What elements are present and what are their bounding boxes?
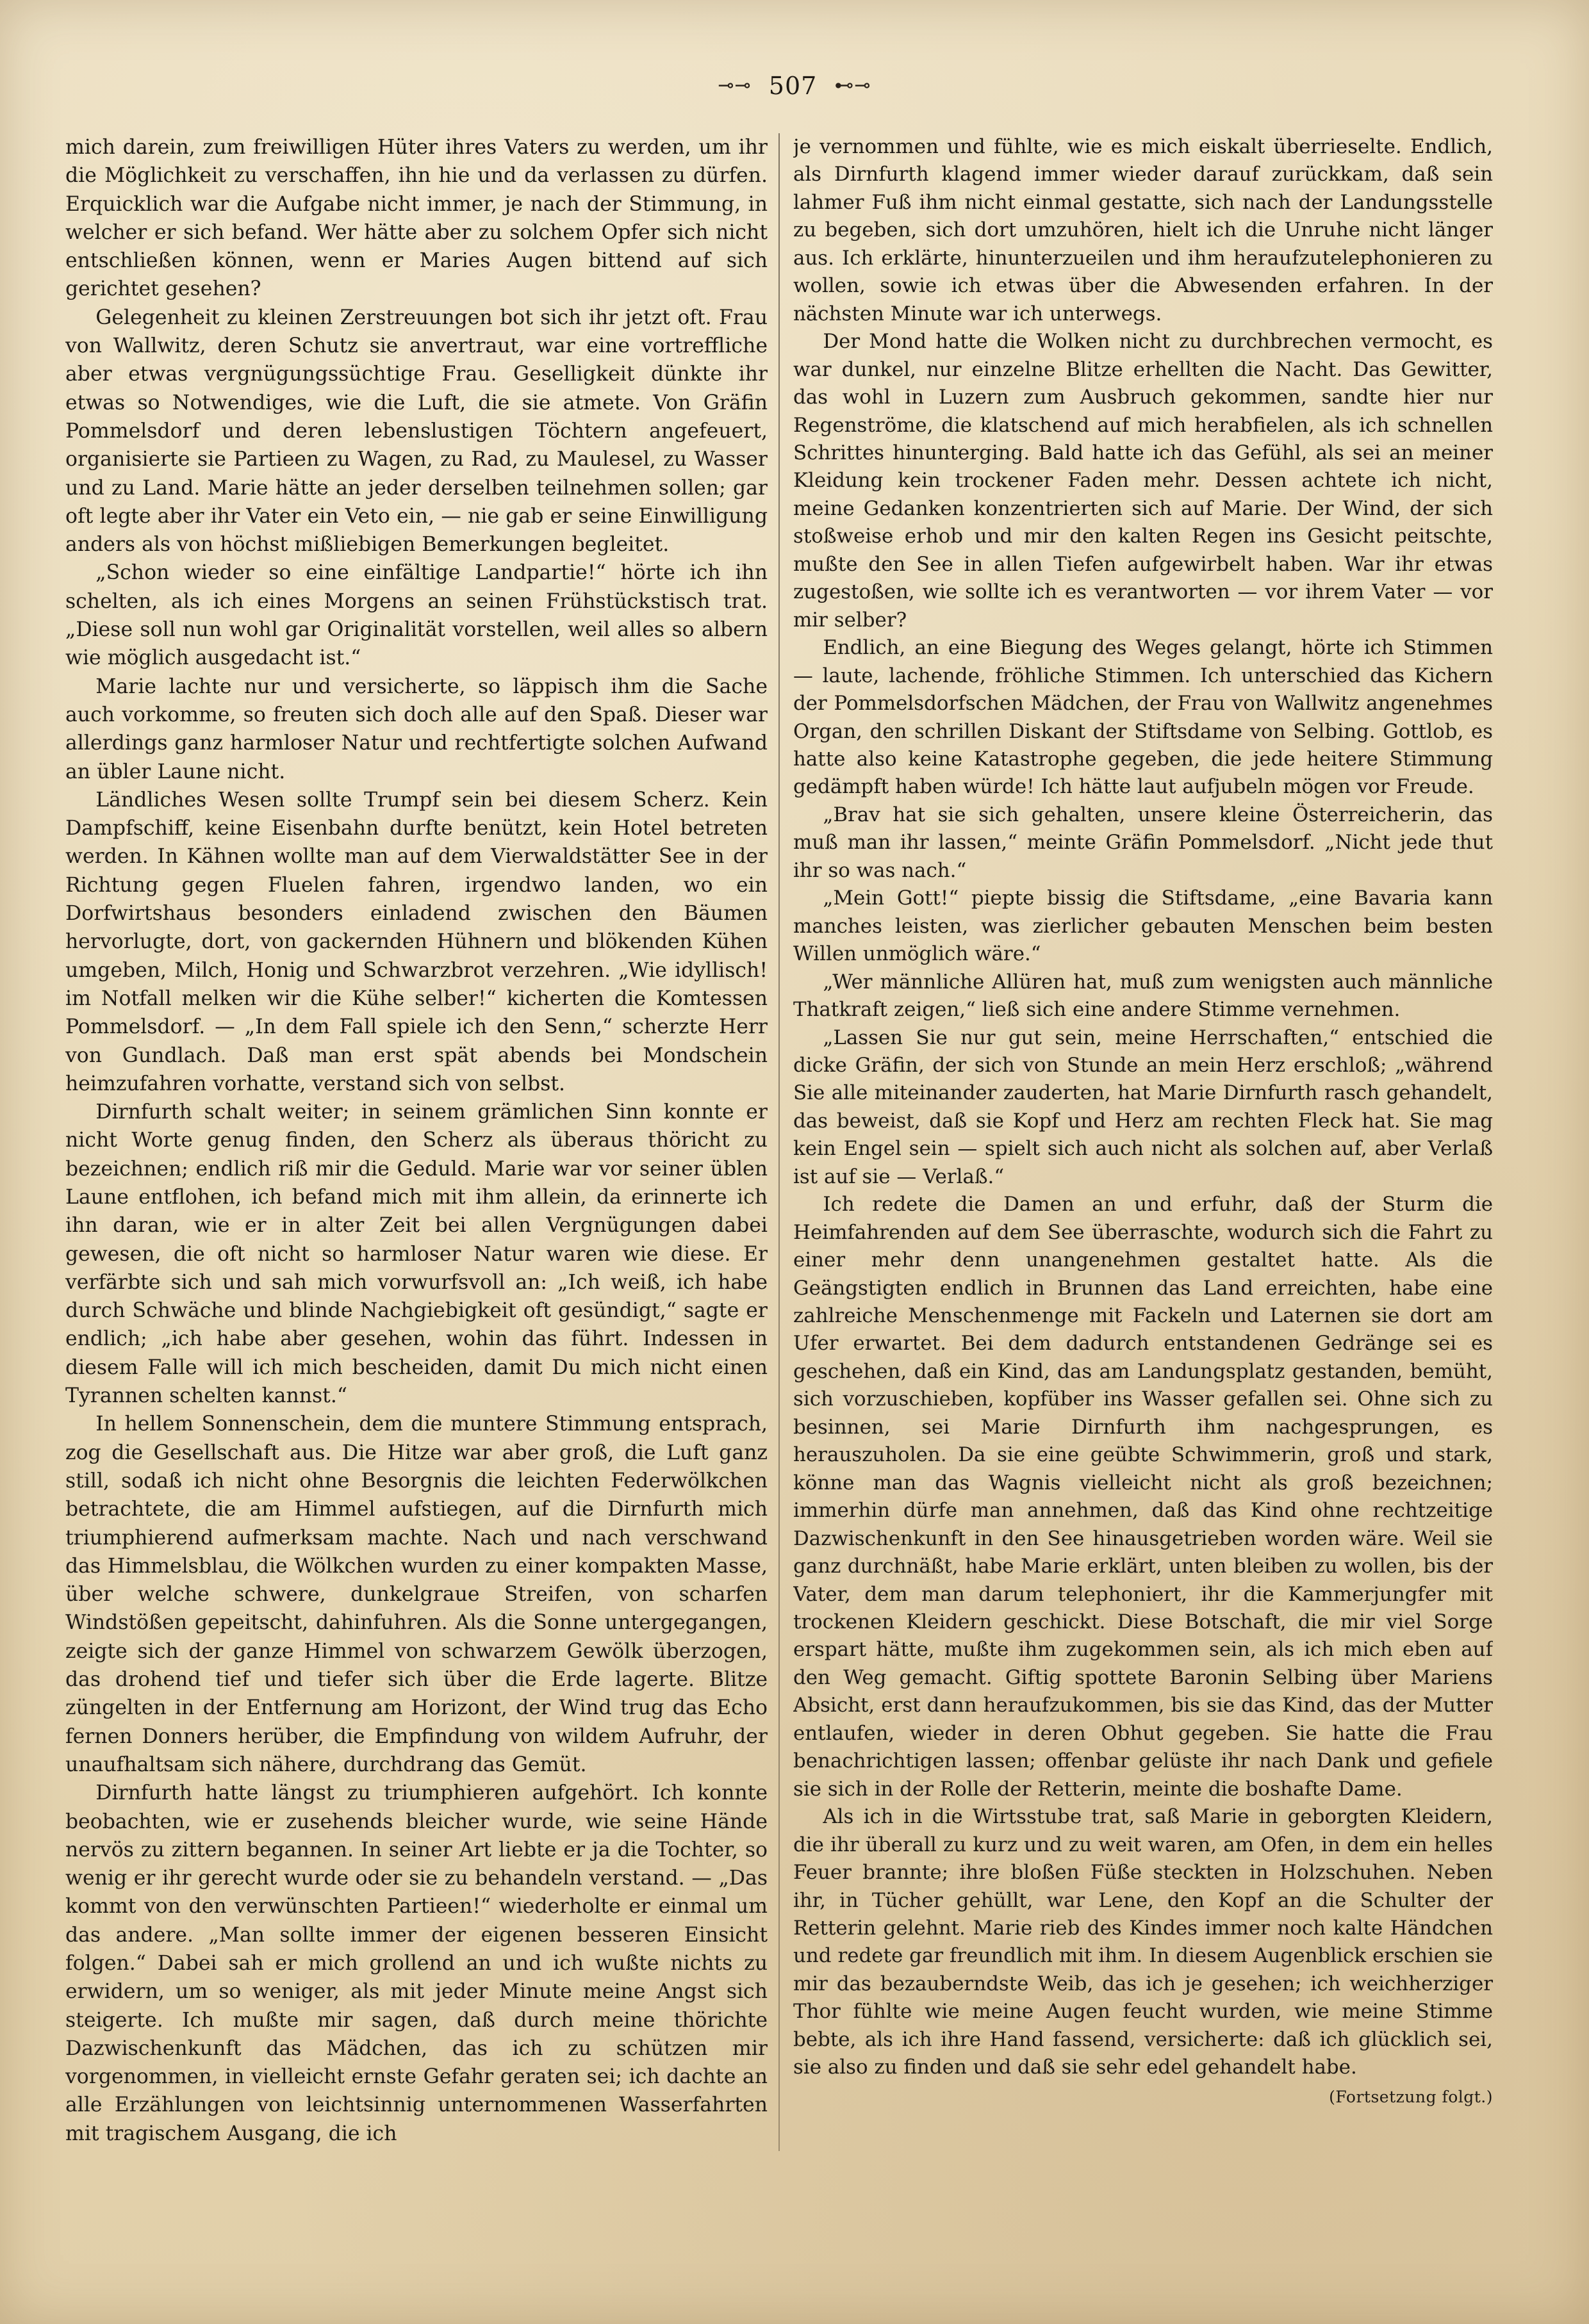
page-number: 507 (768, 71, 818, 100)
paragraph: „Wer männliche Allüren hat, muß zum wenigsten auch männliche Thatkraft zeigen,“ ließ sich eine andere Stimme vernehmen. (793, 970, 1493, 1022)
column-divider (778, 133, 780, 2151)
continuation-note: (Fortsetzung folgt.) (1329, 2087, 1493, 2106)
ornament-right-icon: ⊷⊸ (834, 74, 871, 97)
ornament-left-icon: ⊸⊸ (718, 74, 752, 97)
paragraph: „Schon wieder so eine einfältige Landpartie!“ hörte ich ihn schelten, als ich eines Morgens an seinen Frühstückstisch trat. „Diese soll nun wohl gar Originalität vorstellen, weil alles so albern wie möglich ausgedacht ist.“ (65, 561, 768, 670)
paragraph: „Brav hat sie sich gehalten, unsere kleine Österreicherin, das muß man ihr lassen,“ meinte Gräfin Pommelsdorf. „Nicht jede thut ihr so was nach.“ (793, 803, 1493, 882)
paragraph: je vernommen und fühlte, wie es mich eiskalt überrieselte. Endlich, als Dirnfurth klagend immer wieder darauf zurückkam, daß sein lahmer Fuß ihm nicht einmal gestatte, sich nach der Landungsstelle zu begeben, sich dort umzuhören, hielt ich die Unruhe nicht länger aus. Ich erklärte, hinunterzueilen und ihm heraufzutelephonieren zu wollen, sowie ich etwas über die Abwesenden erfahren. In der nächsten Minute war ich unterwegs. (793, 135, 1493, 325)
paragraph: Als ich in die Wirtsstube trat, saß Marie in geborgten Kleidern, die ihr überall zu kurz und zu weit waren, am Ofen, in dem ein helles Feuer brannte; ihre bloßen Füße steckten in Holzschuhen. Neben ihr, in Tücher gehüllt, war Lene, den Kopf an die Schulter der Retterin gelehnt. Marie rieb des Kindes immer noch kalte Händchen und redete gar freundlich mit ihm. In diesem Augenblick erschien sie mir das bezauberndste Weib, das ich je gesehen; ich weichherziger Thor fühlte wie meine Augen feucht wurden, wie meine Stimme bebte, als ich ihre Hand fassend, versicherte: daß ich glücklich sei, sie also zu finden und daß sie sehr edel gehandelt habe. (793, 1805, 1493, 2079)
paragraph: Ich redete die Damen an und erfuhr, daß der Sturm die Heimfahrenden auf dem See überraschte, wodurch sich die Fahrt zu einer mehr denn unangenehmen gestaltet hatte. Als die Geängstigten endlich in Brunnen das Land erreichten, habe eine zahlreiche Menschenmenge mit Fackeln und Laternen sie dort am Ufer erwartet. Bei dem dadurch entstandenen Gedränge sei es geschehen, daß ein Kind, das am Landungsplatz gestanden, bemüht, sich vorzuschieben, kopfüber ins Wasser gefallen sei. Ohne sich zu besinnen, sei Marie Dirnfurth ihm nachgesprungen, es herauszuholen. Da sie eine geübte Schwimmerin, groß und stark, könne man das Wagnis vielleicht nicht als groß bezeichnen; immerhin dürfe man annehmen, daß das Kind ohne rechtzeitige Dazwischenkunft in den See hinausgetrieben worden wäre. Weil sie ganz durchnäßt, habe Marie erklärt, unten bleiben zu wollen, bis der Vater, dem man darum telephoniert, ihr die Kammerjungfer mit trockenen Kleidern geschickt. Diese Botschaft, die mir viel Sorge erspart hätte, mußte ihm zugekommen sein, als ich mich eben auf den Weg gemacht. Giftig spottete Baronin Selbing über Mariens Absicht, erst dann heraufzukommen, bis sie das Kind, das der Mutter entlaufen, wieder in deren Obhut gegeben. Sie hatte die Frau benachrichtigen lassen; offenbar gelüste ihr nach Dank und gefiele sie sich in der Rolle der Retterin, meinte die boshafte Dame. (793, 1193, 1493, 1801)
paragraph: In hellem Sonnenschein, dem die muntere Stimmung entsprach, zog die Gesellschaft aus. Die Hitze war aber groß, die Luft ganz still, sodaß ich nicht ohne Besorgnis die leichten Federwölkchen betrachtete, die am Himmel aufstiegen, auf die Dirnfurth mich triumphierend aufmerksam machte. Nach und nach verschwand das Himmelsblau, die Wölkchen wurden zu einer kompakten Masse, über welche schwere, dunkelgraue Streifen, von scharfen Windstößen gepeitscht, dahinfuhren. Als die Sonne untergegangen, zeigte sich der ganze Himmel von schwarzem Gewölk überzogen, das drohend tief und tiefer sich über die Erde lagerte. Blitze züngelten in der Entfernung am Horizont, der Wind trug das Echo fernen Donners herüber, die Empfindung von wildem Aufruhr, der unaufhaltsam sich nähere, durchdrang das Gemüt. (65, 1412, 768, 1776)
paragraph: Ländliches Wesen sollte Trumpf sein bei diesem Scherz. Kein Dampfschiff, keine Eisenbahn durfte benützt, kein Hotel betreten werden. In Kähnen wollte man auf dem Vierwaldstätter See in der Richtung gegen Fluelen fahren, irgendwo landen, wo ein Dorfwirtshaus besonders einladend zwischen den Bäumen hervorlugte, dort, von gackernden Hühnern und blökenden Kühen umgeben, Milch, Honig und Schwarzbrot verzehren. „Wie idyllisch! im Notfall melken wir die Kühe selber!“ kicherten die Komtessen Pommelsdorf. — „In dem Fall spiele ich den Senn,“ scherzte Herr von Gundlach. Daß man erst spät abends bei Mondschein heimzufahren vorhatte, verstand sich von selbst. (65, 788, 768, 1095)
paragraph: Gelegenheit zu kleinen Zerstreuungen bot sich ihr jetzt oft. Frau von Wallwitz, deren Schutz sie anvertraut, war eine vortreffliche aber etwas vergnügungssüchtige Frau. Geselligkeit dünkte ihr etwas so Notwendiges, wie die Luft, die sie atmete. Von Gräfin Pommelsdorf und deren lebenslustigen Töchtern angefeuert, organisierte sie Partieen zu Wagen, zu Rad, zu Maulesel, zu Wasser und zu Land. Marie hätte an jeder derselben teilnehmen sollen; gar oft legte aber ihr Vater ein Veto ein, — nie gab er seine Einwilligung anders als von höchst mißliebigen Bemerkungen begleitet. (65, 306, 768, 557)
paragraph: Der Mond hatte die Wolken nicht zu durchbrechen vermocht, es war dunkel, nur einzelne Blitze erhellten die Nacht. Das Gewitter, das wohl in Luzern zum Ausbruch gekommen, sandte hier nur Regenströme, die klatschend auf mich herabfielen, als ich schnellen Schrittes hinunterging. Bald hatte ich das Gefühl, als sei an meiner Kleidung kein trockener Faden mehr. Dessen achtete ich nicht, meine Gedanken konzentrierten sich auf Marie. Der Wind, der sich stoßweise erhob und mir den kalten Regen ins Gesicht peitschte, mußte den See in allen Tiefen aufgewirbelt haben. War ihr etwas zugestoßen, wie sollte ich es verantworten — vor ihrem Vater — vor mir selber? (793, 330, 1493, 632)
paragraph: Dirnfurth hatte längst zu triumphieren aufgehört. Ich konnte beobachten, wie er zusehends bleicher wurde, wie seine Hände nervös zu zittern begannen. In seiner Art liebte er ja die Tochter, so wenig er ihr gerecht wurde oder sie zu behandeln verstand. — „Das kommt von den verwünschten Partieen!“ wiederholte er einmal um das andere. „Man sollte immer der eigenen besseren Einsicht folgen.“ Dabei sah er mich grollend an und ich wußte nichts zu erwidern, um so weniger, als mit jeder Minute meine Angst sich steigerte. Ich mußte mir sagen, daß durch meine thörichte Dazwischenkunft das Mädchen, das ich zu schützen mir vorgenommen, in vielleicht ernste Gefahr geraten sei; ich dachte an alle Erzählungen von leichtsinnig unternommenen Wasserfahrten mit tragischem Ausgang, die ich (65, 1781, 768, 2145)
paragraph: Marie lachte nur und versicherte, so läppisch ihm die Sache auch vorkomme, so freuten sich doch alle auf den Spaß. Dieser war allerdings ganz harmloser Natur und rechtfertigte solchen Aufwand an übler Laune nicht. (65, 675, 768, 783)
paragraph: mich darein, zum freiwilligen Hüter ihres Vaters zu werden, um ihr die Möglichkeit zu verschaffen, ihn hie und da verlassen zu dürfen. Erquicklich war die Aufgabe nicht immer, je nach der Stimmung, in welcher er sich befand. Wer hätte aber zu solchem Opfer sich nicht entschließen können, wenn er Maries Augen bittend auf sich gerichtet gesehen? (65, 136, 768, 301)
right-column (793, 133, 1493, 2151)
paragraph: Dirnfurth schalt weiter; in seinem grämlichen Sinn konnte er nicht Worte genug finden, den Scherz als überaus thöricht zu bezeichnen; endlich riß mir die Geduld. Marie war vor seiner üblen Laune entflohen, ich befand mich mit ihm allein, da erinnerte ich ihn daran, wie er in alter Zeit bei allen Vergnügungen dabei gewesen, die oft nicht so harmloser Natur waren wie diese. Er verfärbte sich und sah mich vorwurfsvoll an: „Ich weiß, ich habe durch Schwäche und blinde Nachgiebigkeit oft gesündigt,“ sagte er endlich; „ich habe aber gesehen, wohin das führt. Indessen in diesem Falle will ich mich bescheiden, damit Du mich nicht einen Tyrannen schelten kannst.“ (65, 1101, 768, 1408)
left-column (65, 133, 768, 2151)
page-header (0, 69, 1589, 100)
paragraph: Endlich, an eine Biegung des Weges gelangt, hörte ich Stimmen — laute, lachende, fröhliche Stimmen. Ich unterschied das Kichern der Pommelsdorfschen Mädchen, der Frau von Wallwitz angenehmes Organ, den schrillen Diskant der Stiftsdame von Selbing. Gottlob, es hatte also keine Katastrophe gegeben, die jede heitere Stimmung gedämpft haben würde! Ich hätte laut aufjubeln mögen vor Freude. (793, 636, 1493, 799)
paragraph: „Mein Gott!“ piepte bissig die Stiftsdame, „eine Bavaria kann manches leisten, was zierlicher gebauten Menschen beim besten Willen unmöglich wäre.“ (793, 887, 1493, 966)
paragraph: „Lassen Sie nur gut sein, meine Herrschaften,“ entschied die dicke Gräfin, der sich von Stunde an mein Herz erschloß; „während Sie alle miteinander zauderten, hat Marie Dirnfurth rasch gehandelt, das beweist, daß sie Kopf und Herz am rechten Fleck hat. Sie mag kein Engel sein — spielt sich auch nicht als solchen auf, aber Verlaß ist auf sie — Verlaß.“ (793, 1026, 1493, 1188)
